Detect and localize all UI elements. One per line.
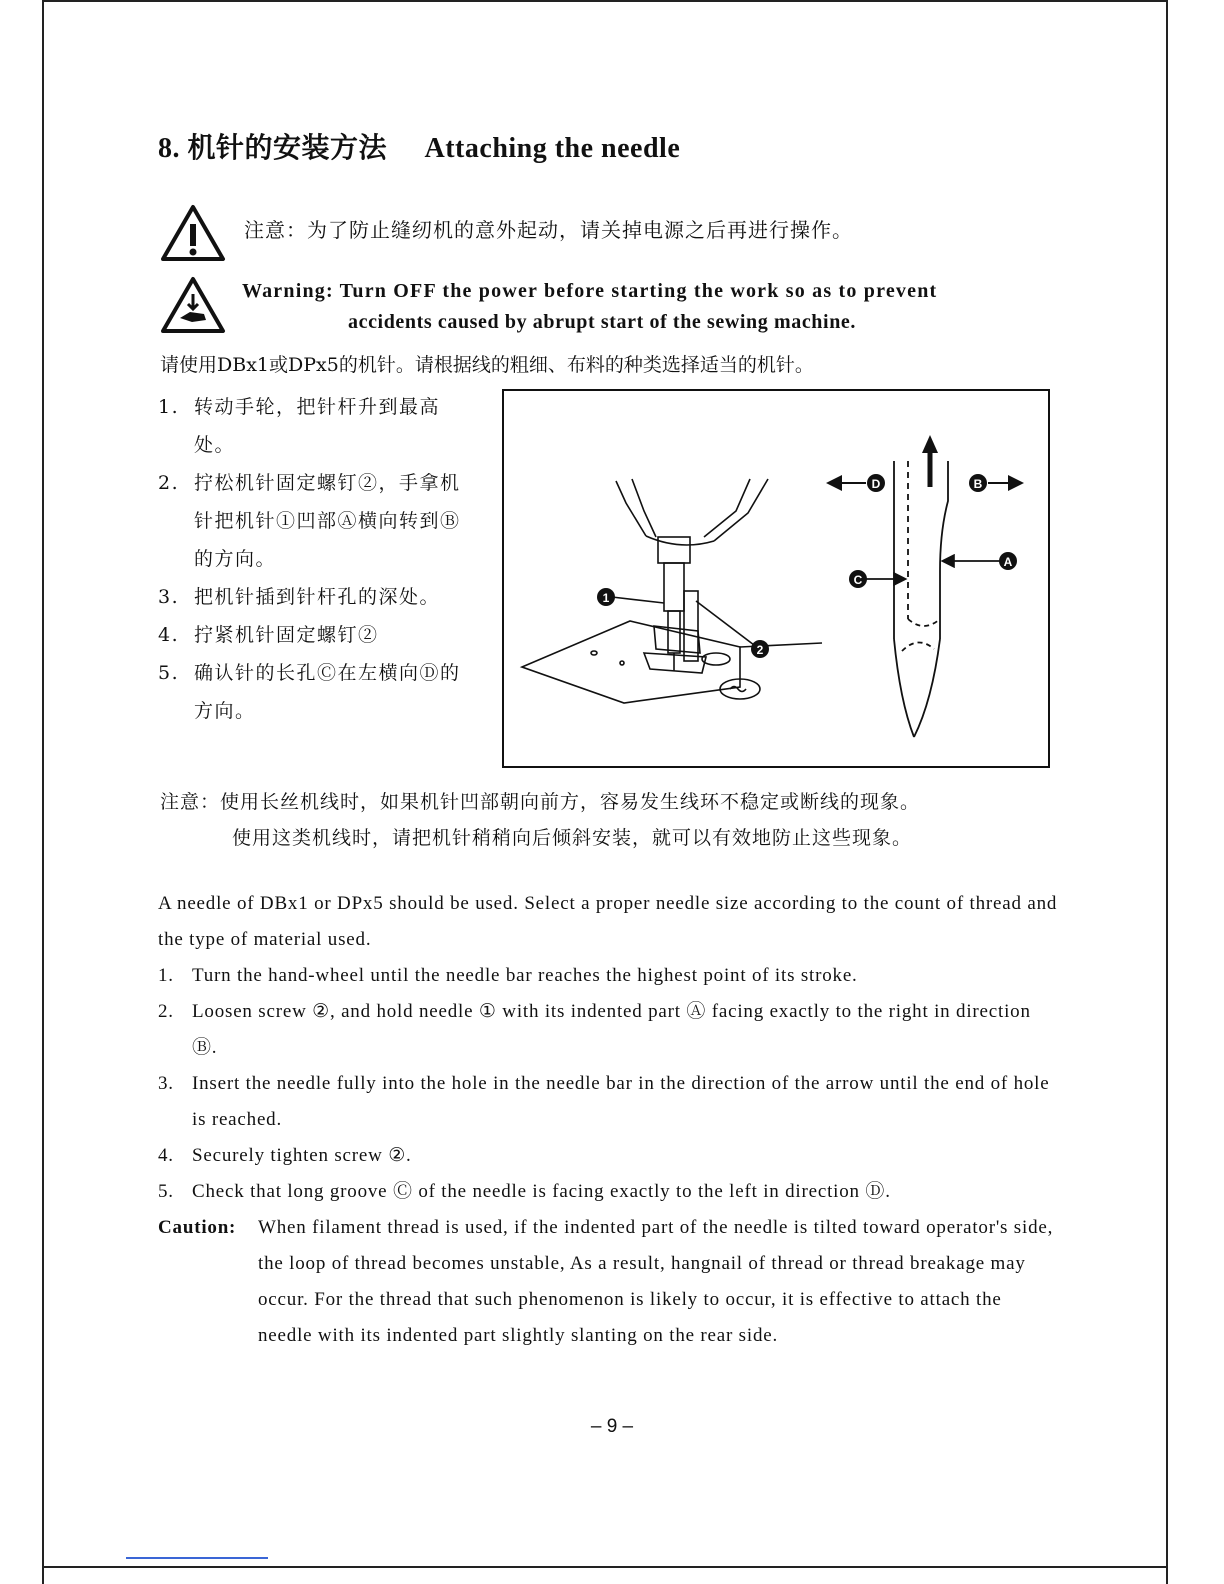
caution-en xyxy=(158,1210,1058,1354)
intro-text-cn: 请使用DBx1或DPx5的机针。请根据线的粗细、布料的种类选择适当的机针。 xyxy=(160,354,814,376)
page-number: – 9 – xyxy=(590,1416,634,1437)
scan-mark xyxy=(126,1557,268,1559)
steps-list-cn xyxy=(158,388,470,730)
list-item: 5. 确认针的长孔Ⓒ在左横向Ⓓ的方向。 xyxy=(158,662,461,722)
section-number: 8. xyxy=(158,133,180,164)
list-item: 2. 拧松机针固定螺钉②，手拿机针把机针①凹部Ⓐ横向转到Ⓑ的方向。 xyxy=(158,472,461,570)
needle-installation-figure xyxy=(502,389,1050,768)
machine-head-illustration xyxy=(616,479,768,673)
needle-plate-illustration xyxy=(522,621,822,703)
warning-en-line-2: accidents caused by abrupt start of the sewing machine. xyxy=(348,311,856,333)
svg-text:2: 2 xyxy=(756,643,764,657)
list-item: 4. Securely tighten screw ②. xyxy=(158,1145,412,1166)
english-instructions xyxy=(158,886,1058,1354)
warning-exclamation-icon xyxy=(160,204,226,262)
intro-text-en: A needle of DBx1 or DPx5 should be used. Select a proper needle size according to the count of thread and the type of material used. xyxy=(158,893,1058,950)
list-item: 4. 拧紧机针固定螺钉② xyxy=(158,624,379,646)
list-item: 3. 把机针插到针杆孔的深处。 xyxy=(158,586,441,608)
list-item: 3. Insert the needle fully into the hole in the needle bar in the direction of the arrow until the end of hole is reached. xyxy=(158,1073,1050,1130)
warning-en-line-1: Warning: Turn OFF the power before starting the work so as to prevent xyxy=(242,280,938,302)
warning-text-en xyxy=(242,276,1062,338)
caution-note-cn xyxy=(160,784,920,856)
list-item: 5. Check that long groove Ⓒ of the needle is facing exactly to the left in direction Ⓓ. xyxy=(158,1181,891,1202)
svg-text:C: C xyxy=(853,573,863,587)
hand-hazard-warning-icon xyxy=(160,276,226,334)
page-border-left xyxy=(42,0,44,1584)
needle-diagram xyxy=(504,391,1048,766)
caution-text: When filament thread is used, if the indented part of the needle is tilted toward operator's side, the loop of thread becomes unstable, As a result, hangnail of thread or thread breakage may occur. For the thread that such phenomenon is likely to occur, it is effective to attach the needle with its indented part slightly slanting on the rear side. xyxy=(258,1217,1054,1346)
page-border-top xyxy=(42,0,1168,2)
steps-list-en xyxy=(158,958,1058,1210)
page-border-right xyxy=(1166,0,1168,1584)
svg-text:1: 1 xyxy=(602,591,610,605)
caution-note-cn-line-1: 注意：使用长丝机线时，如果机针凹部朝向前方，容易发生线环不稳定或断线的现象。 xyxy=(160,791,921,813)
svg-text:D: D xyxy=(871,477,881,491)
section-title xyxy=(158,126,680,166)
page-border-bottom xyxy=(42,1566,1168,1568)
section-title-en: Attaching the needle xyxy=(424,133,681,164)
section-title-cn: 机针的安装方法 xyxy=(187,133,388,164)
caution-note-cn-line-2: 使用这类机线时，请把机针稍稍向后倾斜安装，就可以有效地防止这些现象。 xyxy=(232,827,913,849)
caution-label: Caution: xyxy=(158,1217,237,1238)
list-item: 1. Turn the hand-wheel until the needle bar reaches the highest point of its stroke. xyxy=(158,965,858,986)
needle-detail-illustration xyxy=(894,461,948,737)
list-item: 2. Loosen screw ②, and hold needle ① with its indented part Ⓐ facing exactly to the right in direction Ⓑ. xyxy=(158,1001,1031,1058)
warning-text-cn: 注意：为了防止缝纫机的意外起动，请关掉电源之后再进行操作。 xyxy=(244,218,853,242)
list-item: 1. 转动手轮，把针杆升到最高处。 xyxy=(158,396,441,456)
svg-text:A: A xyxy=(1003,555,1013,569)
svg-text:B: B xyxy=(973,477,983,491)
